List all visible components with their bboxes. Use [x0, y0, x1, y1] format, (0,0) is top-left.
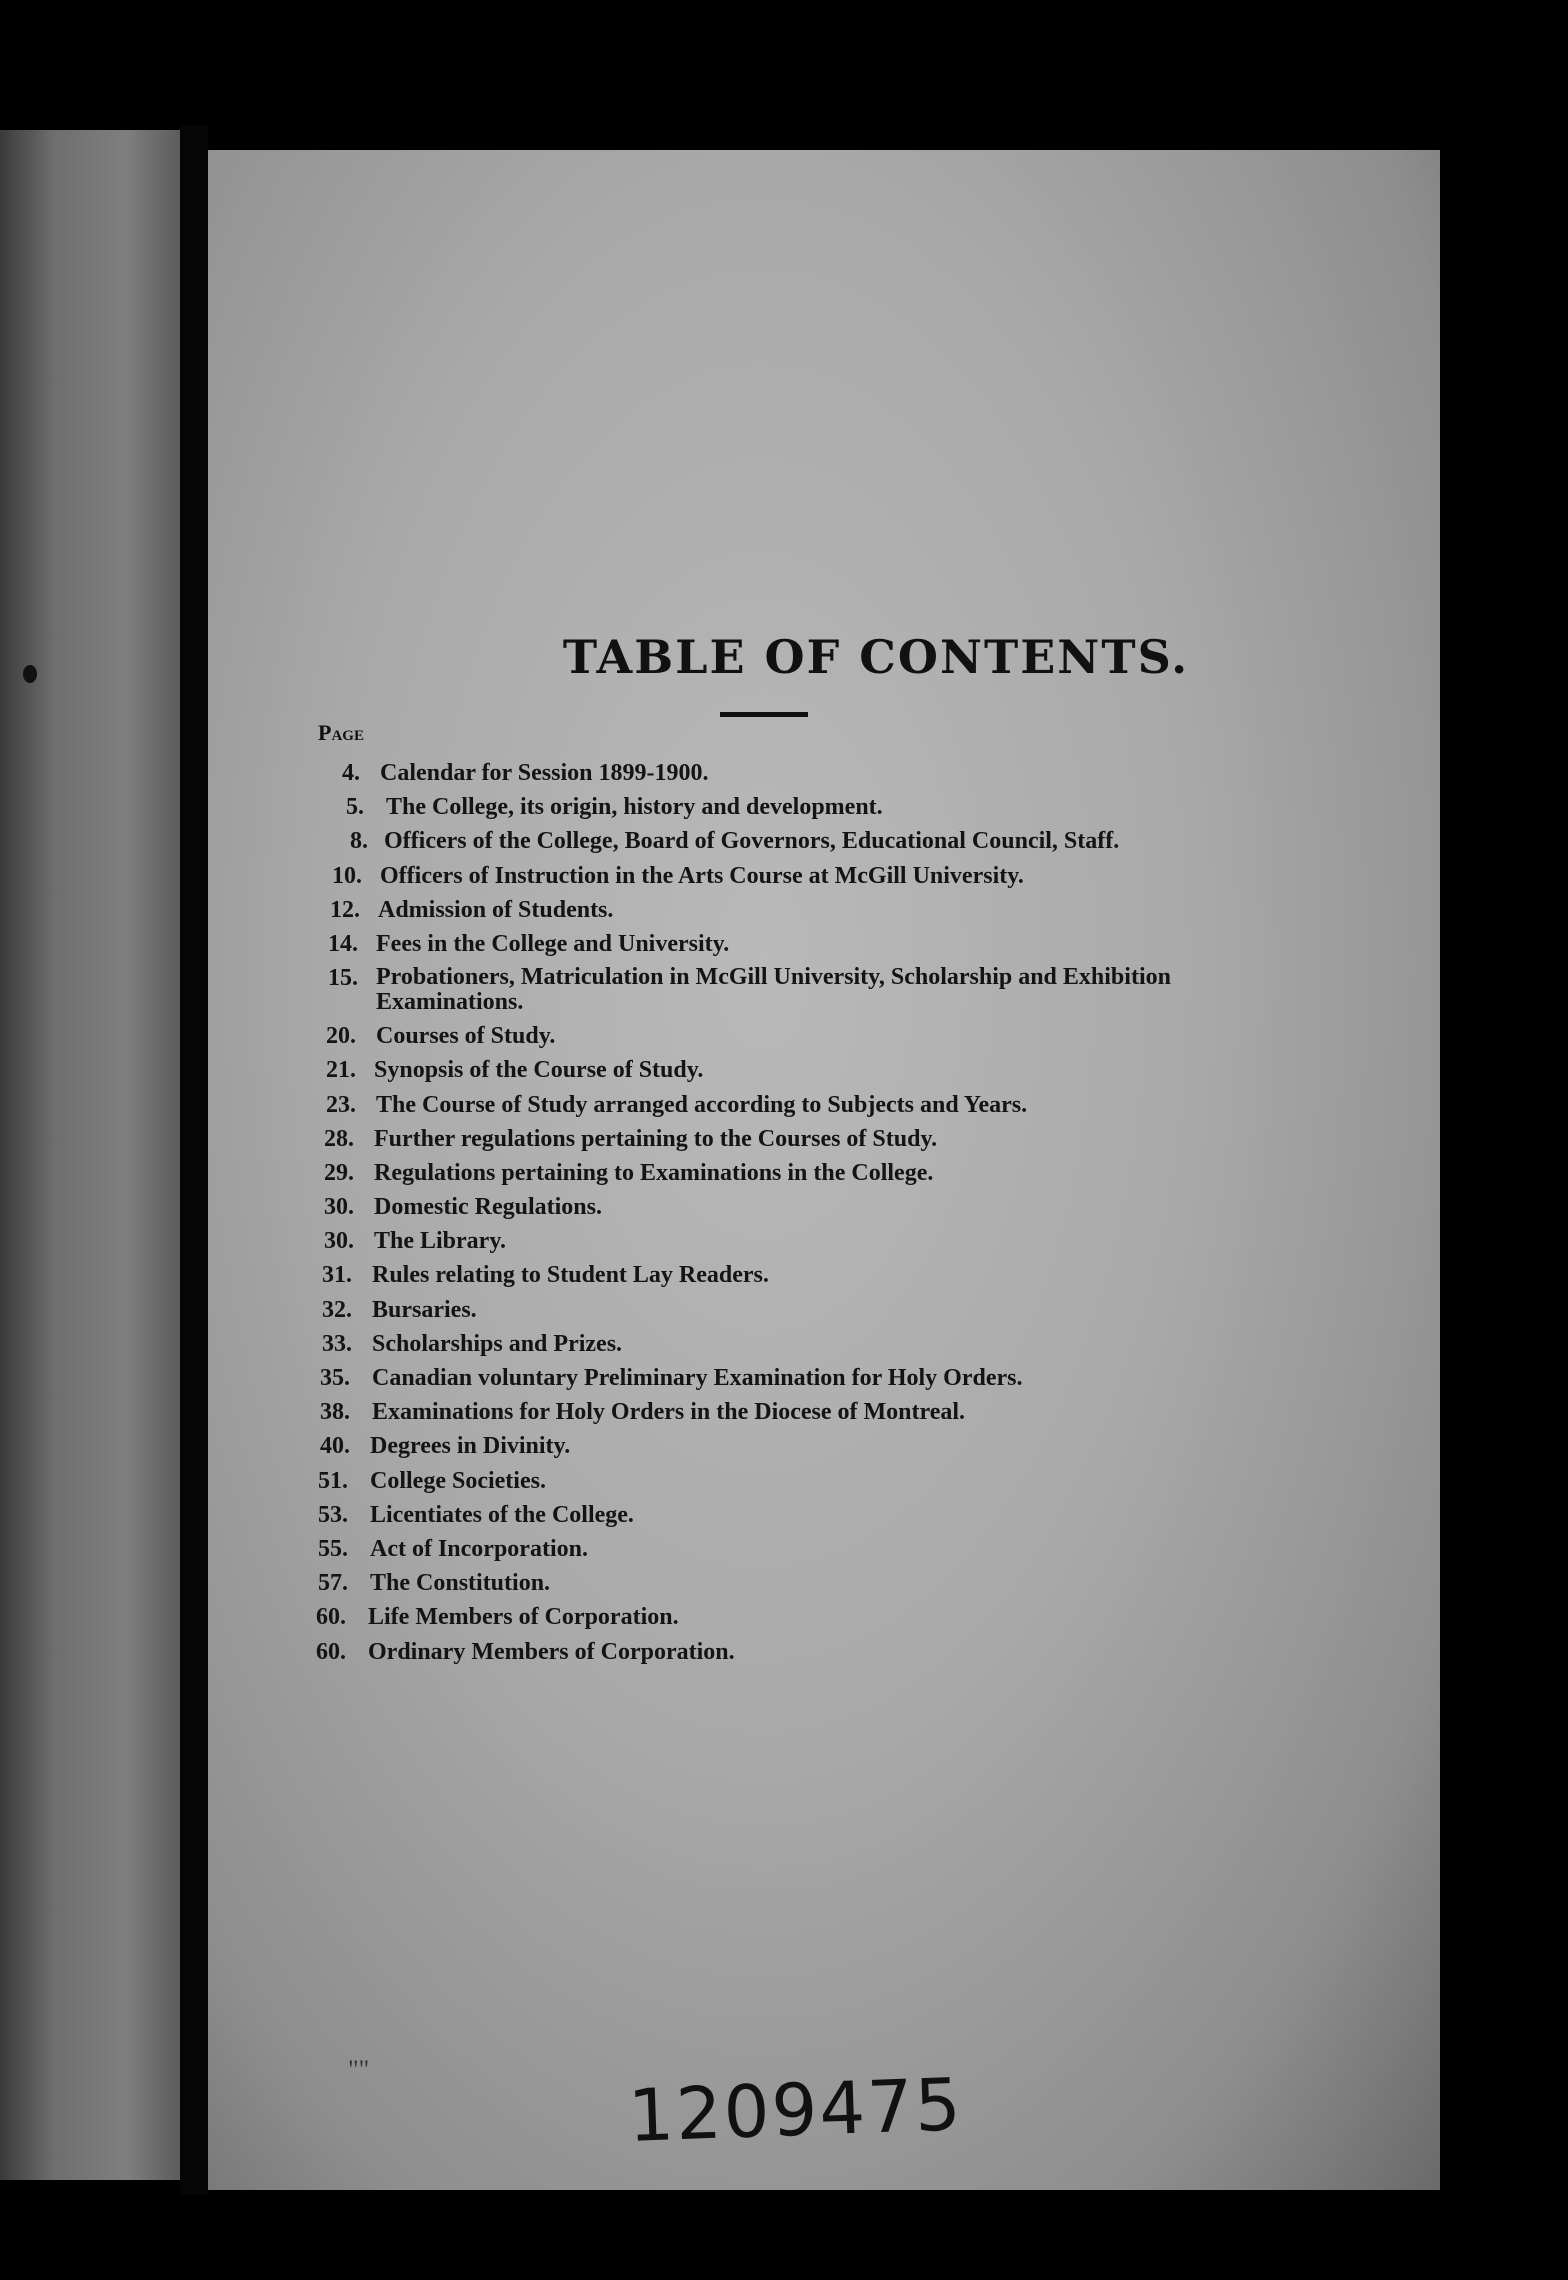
toc-page-number: 20.	[326, 1023, 356, 1050]
toc-entry-title: Domestic Regulations.	[374, 1194, 602, 1221]
toc-entry	[208, 927, 1440, 961]
toc-entry	[208, 1498, 1440, 1532]
toc-page-number: 12.	[330, 896, 360, 923]
toc-entry-title: The Constitution.	[370, 1570, 551, 1597]
toc-entry-title: Ordinary Members of Corporation.	[368, 1638, 735, 1665]
page-column-label: Page	[318, 720, 364, 745]
toc-entry	[208, 1224, 1440, 1258]
toc-page-number: 60.	[316, 1638, 346, 1665]
toc-page-number: 28.	[324, 1125, 354, 1152]
toc-page-number: 33.	[322, 1330, 352, 1357]
toc-entry-title: Act of Incorporation.	[370, 1535, 588, 1562]
toc-entry-title: Life Members of Corporation.	[368, 1604, 679, 1631]
page-title: TABLE OF CONTENTS.	[562, 630, 1190, 684]
title-rule	[720, 712, 808, 717]
document-page	[208, 150, 1440, 2190]
toc-entry	[208, 1327, 1440, 1361]
toc-page-number: 31.	[322, 1262, 352, 1289]
ink-spot	[23, 665, 37, 683]
toc-entry-title: College Societies.	[370, 1467, 546, 1494]
toc-entry-title: Bursaries.	[372, 1296, 477, 1323]
toc-entry-title: Calendar for Session 1899-1900.	[380, 760, 709, 786]
toc-entry	[208, 1156, 1440, 1190]
toc-page-number: 21.	[326, 1057, 356, 1084]
toc-page-number: 30.	[324, 1228, 354, 1255]
toc-page-number: 38.	[320, 1399, 350, 1426]
toc-page-number: 51.	[318, 1467, 348, 1494]
toc-page-number: 10.	[332, 862, 362, 889]
toc-entry-title: Officers of Instruction in the Arts Course at McGill University.	[380, 862, 1024, 889]
toc-entry-title: Courses of Study.	[376, 1023, 556, 1050]
toc-page-number: 30.	[324, 1194, 354, 1221]
toc-entry	[208, 1429, 1440, 1463]
toc-entry	[208, 859, 1440, 893]
toc-entry	[208, 893, 1440, 927]
toc-page-number: 55.	[318, 1535, 348, 1562]
toc-entry	[208, 756, 1440, 790]
toc-entry-title: Rules relating to Student Lay Readers.	[372, 1262, 769, 1289]
toc-entry-title: Further regulations pertaining to the Courses of Study.	[374, 1125, 938, 1152]
toc-page-number: 14.	[328, 930, 358, 957]
toc-entry-title: The College, its origin, history and development.	[386, 794, 883, 821]
adjacent-page	[0, 130, 180, 2180]
toc-entry	[208, 1464, 1440, 1498]
toc-page-number: 40.	[320, 1433, 350, 1460]
book-gutter	[180, 125, 208, 2195]
toc-entry-title: Synopsis of the Course of Study.	[374, 1057, 704, 1084]
toc-entry	[208, 1532, 1440, 1566]
toc-entry	[208, 790, 1440, 824]
toc-entry-title: Scholarships and Prizes.	[372, 1330, 623, 1357]
toc-entry-title: Regulations pertaining to Examinations in the College.	[374, 1159, 934, 1186]
toc-entry-title: Licentiates of the College.	[370, 1501, 634, 1528]
table-of-contents	[208, 756, 1440, 1669]
toc-page-number: 35.	[320, 1365, 350, 1391]
toc-page-number: 29.	[324, 1159, 354, 1186]
toc-entry	[208, 1053, 1440, 1087]
toc-page-number: 60.	[316, 1604, 346, 1631]
toc-entry-title: Fees in the College and University.	[376, 930, 730, 957]
toc-page-number: 57.	[318, 1570, 348, 1597]
toc-entry	[208, 1395, 1440, 1429]
toc-page-number: 5.	[346, 794, 364, 821]
toc-page-number: 15.	[328, 965, 358, 992]
toc-entry	[208, 1019, 1440, 1053]
toc-entry	[208, 1635, 1440, 1669]
toc-page-number: 53.	[318, 1501, 348, 1528]
toc-entry-title: Degrees in Divinity.	[370, 1433, 571, 1460]
toc-entry	[208, 1190, 1440, 1224]
toc-entry-title: The Library.	[374, 1228, 507, 1255]
toc-entry	[208, 1600, 1440, 1634]
toc-entry	[208, 1361, 1440, 1395]
toc-page-number: 4.	[342, 760, 360, 786]
toc-entry	[208, 824, 1440, 858]
toc-entry-title: Examinations for Holy Orders in the Diocese of Montreal.	[372, 1399, 966, 1426]
toc-entry-title: Officers of the College, Board of Governors, Educational Council, Staff.	[384, 828, 1120, 855]
toc-entry	[208, 1258, 1440, 1292]
handwritten-mark: ""	[348, 2055, 370, 2084]
toc-entry	[208, 1293, 1440, 1327]
toc-page-number: 23.	[326, 1091, 356, 1118]
toc-entry-title: Canadian voluntary Preliminary Examination for Holy Orders.	[372, 1365, 1023, 1391]
toc-entry-title: The Course of Study arranged according to Subjects and Years.	[376, 1091, 1028, 1118]
toc-page-number: 8.	[350, 828, 368, 855]
toc-page-number: 32.	[322, 1296, 352, 1323]
toc-entry	[208, 1122, 1440, 1156]
toc-entry	[208, 961, 1440, 1019]
handwritten-accession-number: 1209475	[626, 2062, 965, 2158]
toc-entry	[208, 1088, 1440, 1122]
toc-entry	[208, 1566, 1440, 1600]
toc-entry-title: Probationers, Matriculation in McGill University, Scholarship and Exhibition Examinations.	[376, 964, 1171, 1016]
toc-entry-title: Admission of Students.	[378, 896, 614, 923]
